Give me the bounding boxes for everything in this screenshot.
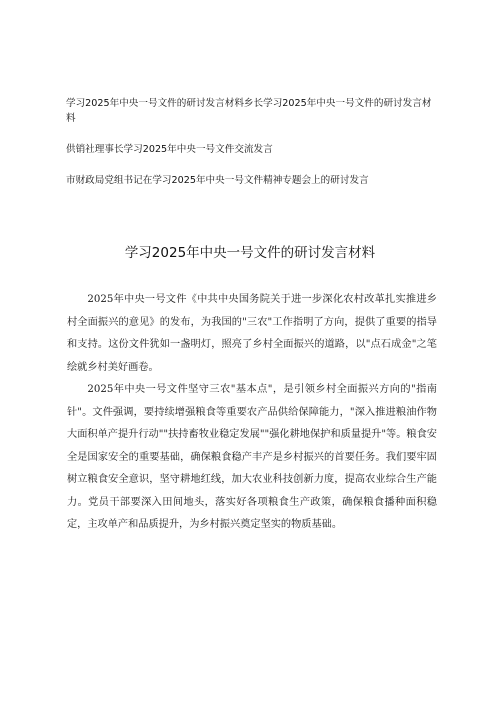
- article-body: [67, 289, 437, 537]
- toc-item: 市财政局党组书记在学习2025年中央一号文件精神专题会上的研讨发言: [66, 175, 369, 186]
- toc-item: 学习2025年中央一号文件的研讨发言材料乡长学习2025年中央一号文件的研讨发言材料: [66, 98, 432, 124]
- toc-item: 供销社理事长学习2025年中央一号文件交流发言: [66, 144, 273, 155]
- article-paragraph: 2025年中央一号文件坚守三农"基本点"，是引领乡村全面振兴方向的"指南针"。文件强调，要持续增强粮食等重要农产品供给保障能力，"深入推进粮油作物大面积单产提升行动""扶持畜牧业稳定发展""强化耕地保护和质量提升"等。粮食安全是国家安全的重要基础，确保粮食稳产丰产是乡村振兴的首要任务。我们要牢固树立粮食安全意识，坚守耕地红线，加大农业科技创新力度，提高农业综合生产能力。党员干部要深入田间地头，落实好各项粮食生产政策，确保粮食播种面积稳定，主攻单产和品质提升，为乡村振兴奠定坚实的物质基础。: [67, 384, 437, 530]
- table-of-contents: [66, 96, 438, 188]
- article-paragraph: 2025年中央一号文件《中共中央国务院关于进一步深化农村改革扎实推进乡村全面振兴的意见》的发布，为我国的"三农"工作指明了方向，提供了重要的指导和支持。这份文件犹如一盏明灯，照亮了乡村全面振兴的道路，以"点石成金"之笔绘就乡村美好画卷。: [67, 294, 437, 373]
- article-title: 学习2025年中央一号文件的研讨发言材料: [124, 245, 376, 261]
